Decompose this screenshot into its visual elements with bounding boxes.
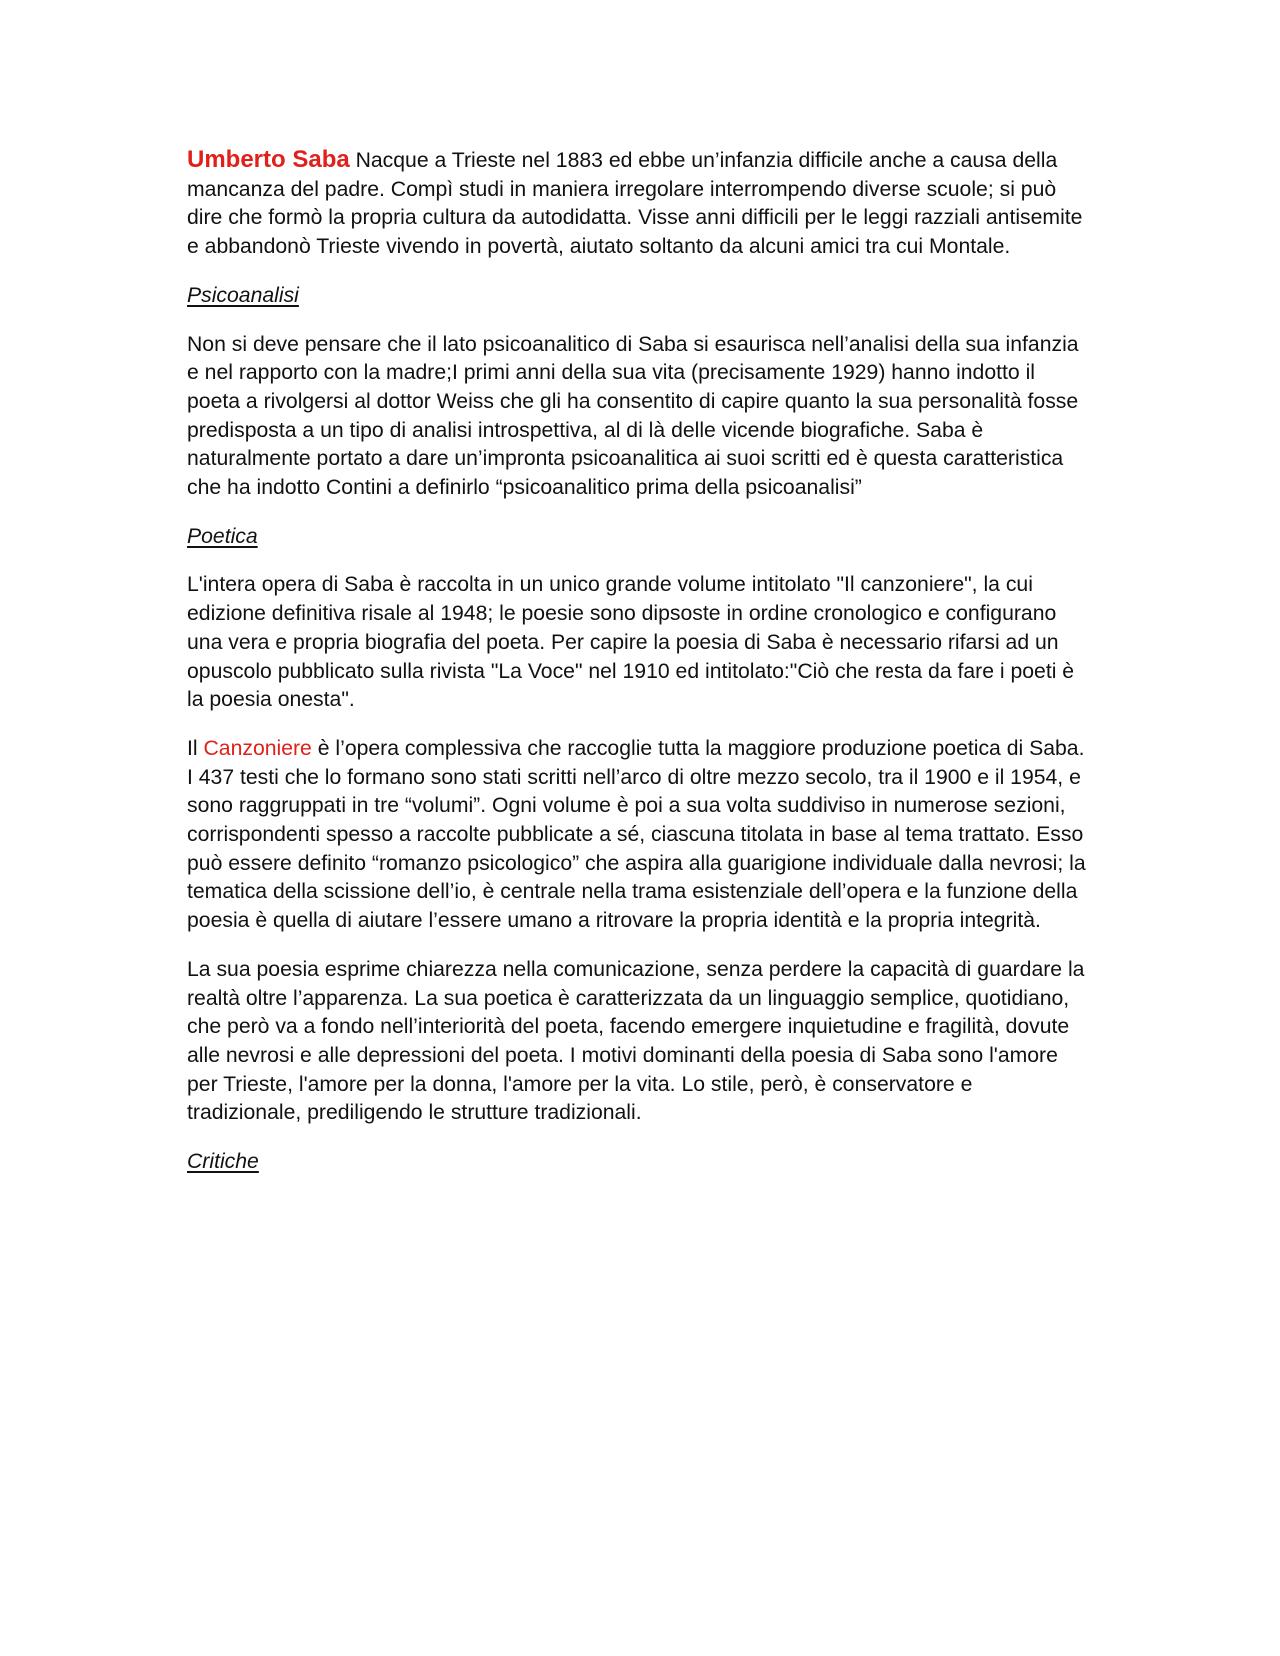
paragraph-poetica-3: La sua poesia esprime chiarezza nella comunicazione, senza perdere la capacità di guardare la realtà oltre l’apparenza. La sua poetica è caratterizzata da un linguaggio semplice, quotidiano, che però va a fondo nell’interiorità del poeta, facendo emergere inquietudine e fragilità, dovute alle nevrosi e alle depressioni del poeta. I motivi dominanti della poesia di Saba sono l'amore per Trieste, l'amore per la donna, l'amore per la vita. Lo stile, però, è conservatore e tradizionale, prediligendo le strutture tradizionali. [187, 957, 1085, 1125]
paragraph-poetica-2-rest: è l’opera complessiva che raccoglie tutta la maggiore produzione poetica di Saba. I 437 testi che lo formano sono stati scritti nell’arco di oltre mezzo secolo, tra il 1900 e il 1954, e sono raggruppati in tre “volumi”. Ogni volume è poi a sua volta suddiviso in numerose sezioni, corrispondenti spesso a raccolte pubblicate a sé, ciascuna titolata in base al tema trattato. Esso può essere definito “romanzo psicologico” che aspira alla guarigione individuale dalla nevrosi; la tematica della scissione dell’io, è centrale nella trama esistenziale dell’opera e la funzione della poesia è quella di aiutare l’essere umano a ritrovare la propria identità e la propria integrità. [187, 736, 1086, 933]
paragraph-poetica-2-prefix: Il [187, 736, 204, 760]
paragraph-poetica-1: L'intera opera di Saba è raccolta in un unico grande volume intitolato "Il canzoniere", la cui edizione definitiva risale al 1948; le poesie sono dipsoste in ordine cronologico e configurano una vera e propria biografia del poeta. Per capire la poesia di Saba è necessario rifarsi ad un opuscolo pubblicato sulla rivista "La Voce" nel 1910 ed intitolato:"Ciò che resta da fare i poeti è la poesia onesta". [187, 573, 1075, 712]
paragraph-psicoanalisi: Non si deve pensare che il lato psicoanalitico di Saba si esaurisca nell’analisi della sua infanzia e nel rapporto con la madre;I primi anni della sua vita (precisamente 1929) hanno indotto il poeta a rivolgersi al dottor Weiss che gli ha consentito di capire quanto la sua personalità fosse predisposta a un tipo di analisi introspettiva, al di là delle vicende biografiche. Saba è naturalmente portato a dare un’impronta psicoanalitica ai suoi scritti ed è questa caratteristica che ha indotto Contini a definirlo “psicoanalitico prima della psicoanalisi” [187, 332, 1079, 500]
intro-paragraph [187, 146, 1092, 262]
heading-poetica: Poetica [187, 524, 258, 548]
author-name: Umberto Saba [187, 146, 350, 173]
heading-critiche: Critiche [187, 1150, 259, 1174]
canzoniere-highlight: Canzoniere [203, 736, 312, 760]
intro-text: Nacque a Trieste nel 1883 ed ebbe un’infanzia difficile anche a causa della mancanza del padre. Compì studi in maniera irregolare interrompendo diverse scuole; si può dire che formò la propria cultura da autodidatta. Visse anni difficili per le leggi razziali antisemite e abbandonò Trieste vivendo in povertà, aiutato soltanto da alcuni amici tra cui Montale. [187, 149, 1083, 259]
document-body [187, 146, 1092, 1197]
heading-psicoanalisi: Psicoanalisi [187, 283, 299, 307]
paragraph-poetica-2 [187, 735, 1092, 936]
